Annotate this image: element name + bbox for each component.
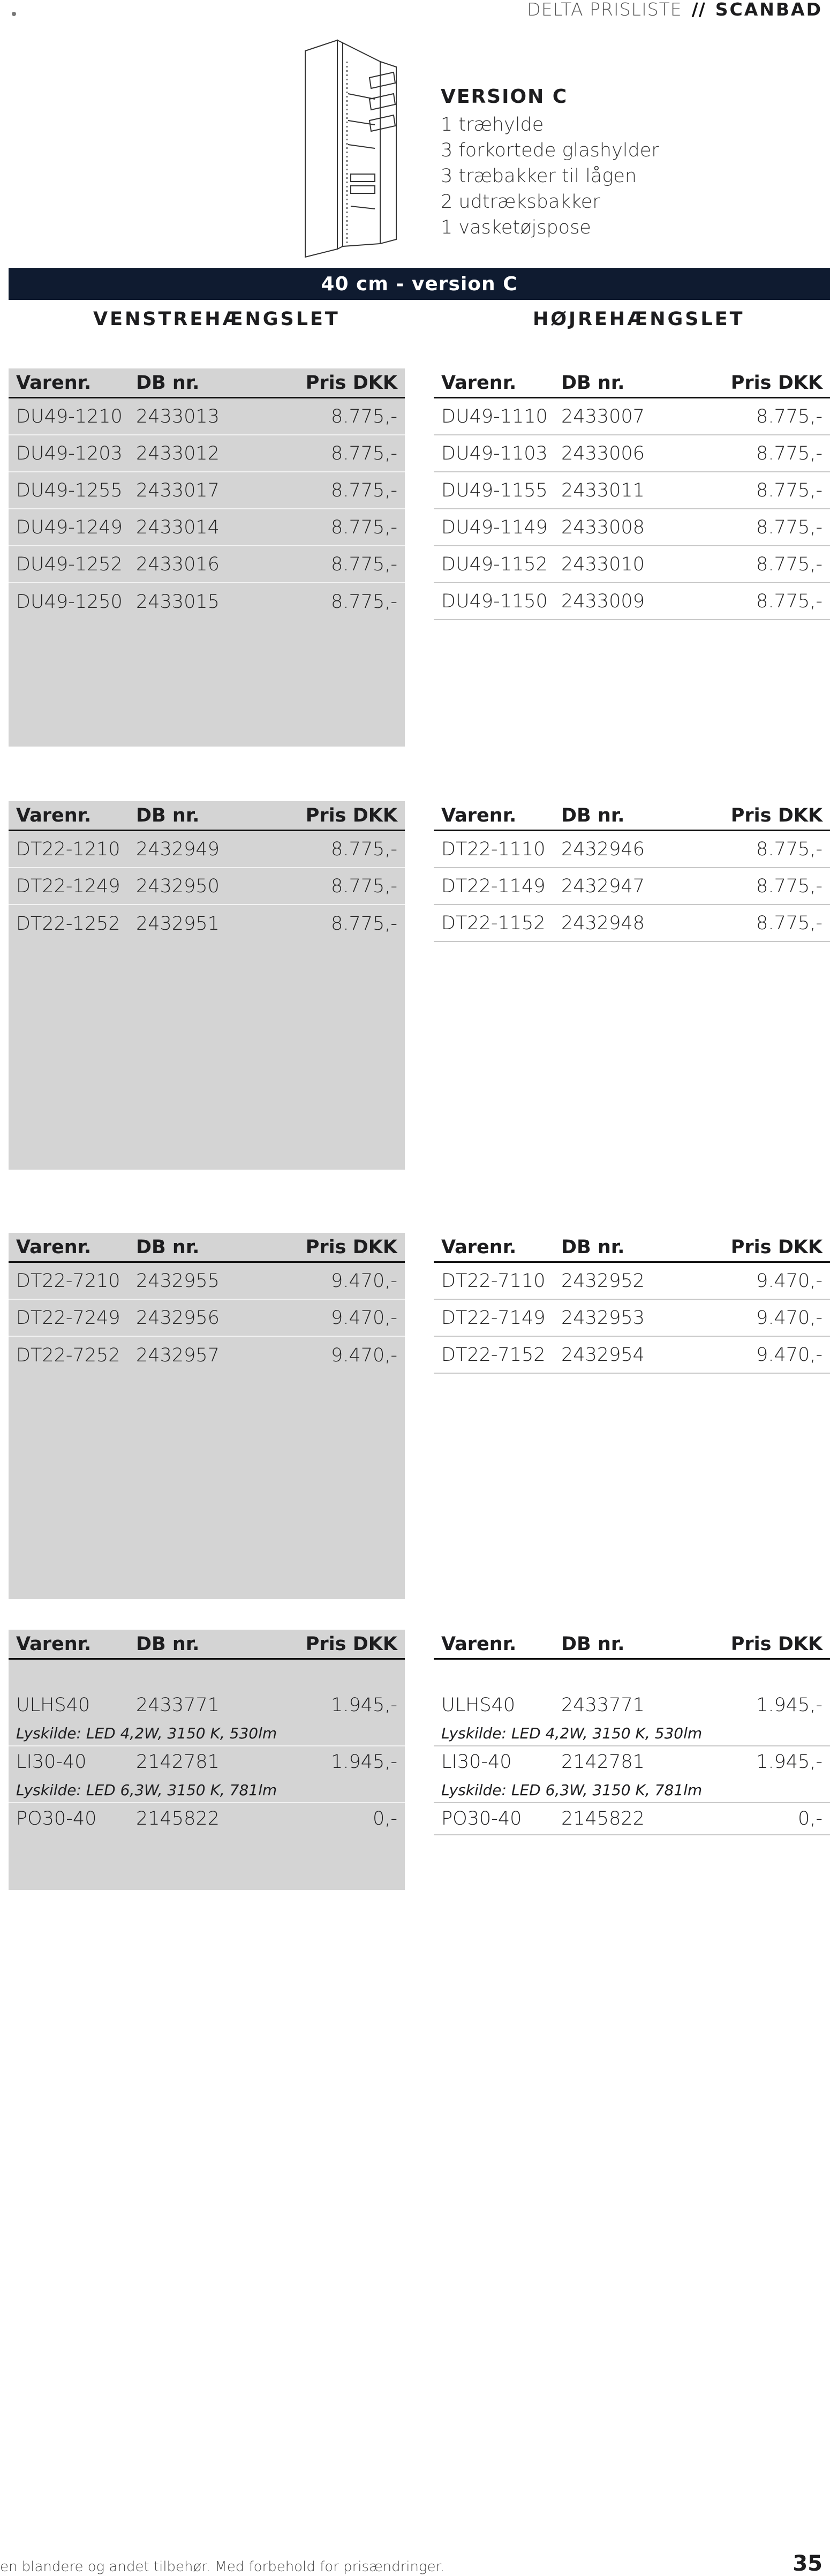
table-header	[9, 801, 405, 831]
table-row	[9, 1300, 405, 1337]
version-feature: 1 træhylde	[441, 114, 544, 135]
item-number: DU49-1152	[441, 553, 548, 575]
db-number: 2433013	[136, 405, 220, 427]
table-header	[434, 368, 830, 398]
column-db-header: DB nr.	[561, 1236, 625, 1258]
light-source-note: Lyskilde: LED 6,3W, 3150 K, 781lm	[441, 1781, 703, 1799]
item-number: ULHS40	[441, 1694, 516, 1716]
accessory-row	[9, 1660, 405, 1746]
table-header	[9, 368, 405, 398]
db-number: 2145822	[136, 1808, 220, 1829]
price: 9.470,-	[756, 1270, 823, 1292]
table-row	[434, 472, 830, 509]
cabinet-illustration	[300, 29, 428, 260]
table-row	[434, 398, 830, 435]
light-source-note: Lyskilde: LED 4,2W, 3150 K, 530lm	[16, 1724, 277, 1742]
table-row	[9, 472, 405, 509]
price: 8.775,-	[331, 838, 397, 860]
item-number: DT22-1152	[441, 912, 546, 934]
column-item-header: Varenr.	[16, 1633, 92, 1655]
db-number: 2432948	[561, 912, 645, 934]
table-row	[9, 831, 405, 868]
price: 8.775,-	[756, 838, 823, 860]
column-item-header: Varenr.	[16, 372, 92, 394]
item-number: DT22-1210	[16, 838, 120, 860]
item-number: DT22-1252	[16, 913, 120, 935]
accessory-line	[434, 1803, 830, 1834]
table-row	[434, 546, 830, 583]
db-number: 2433017	[136, 479, 220, 501]
item-number: DU49-1150	[441, 590, 548, 612]
accessory-line	[9, 1803, 405, 1834]
item-number: DT22-1249	[16, 875, 120, 897]
table-row	[9, 583, 405, 620]
price: 1.945,-	[756, 1751, 823, 1773]
version-feature: 2 udtræksbakker	[441, 191, 600, 213]
column-db-header: DB nr.	[561, 1633, 625, 1655]
price: 9.470,-	[756, 1344, 823, 1366]
db-number: 2432952	[561, 1270, 645, 1292]
column-item-header: Varenr.	[441, 804, 517, 826]
item-number: DU49-1110	[441, 405, 548, 427]
table-row	[9, 398, 405, 435]
item-number: DT22-7110	[441, 1270, 546, 1292]
version-title: VERSION C	[441, 86, 568, 108]
db-number: 2433009	[561, 590, 645, 612]
brand-name: SCANBAD	[715, 0, 823, 20]
table-header	[9, 1233, 405, 1263]
db-number: 2433012	[136, 442, 220, 464]
db-number: 2433016	[136, 553, 220, 575]
price: 9.470,-	[331, 1270, 397, 1292]
table-header	[434, 1233, 830, 1263]
table-header	[434, 801, 830, 831]
db-number: 2433014	[136, 516, 220, 538]
column-price-header: Pris DKK	[305, 804, 397, 826]
price: 8.775,-	[756, 553, 823, 575]
item-number: DU49-1149	[441, 516, 548, 538]
price-list-title: DELTA PRISLISTE	[527, 0, 682, 20]
db-number: 2433771	[136, 1694, 220, 1716]
column-db-header: DB nr.	[561, 372, 625, 394]
item-number: DU49-1203	[16, 442, 123, 464]
column-price-header: Pris DKK	[305, 372, 397, 394]
item-number: DT22-7249	[16, 1307, 120, 1329]
item-number: DU49-1252	[16, 553, 123, 575]
table-row	[9, 1337, 405, 1374]
table-row	[434, 831, 830, 868]
price: 8.775,-	[756, 405, 823, 427]
version-feature: 3 træbakker til lågen	[441, 165, 637, 187]
column-item-header: Varenr.	[441, 1633, 517, 1655]
table-row	[9, 435, 405, 472]
db-number: 2433008	[561, 516, 645, 538]
left-hinge-heading: VENSTREHÆNGSLET	[93, 308, 340, 330]
column-db-header: DB nr.	[136, 372, 200, 394]
corner-dot	[12, 12, 16, 16]
item-number: DT22-1149	[441, 875, 546, 897]
table-row	[9, 1263, 405, 1300]
column-item-header: Varenr.	[16, 804, 92, 826]
price: 8.775,-	[331, 875, 397, 897]
right-price-table	[434, 368, 830, 620]
version-description	[441, 86, 659, 240]
db-number: 2432956	[136, 1307, 220, 1329]
db-number: 2432955	[136, 1270, 220, 1292]
footer-note: en blandere og andet tilbehør. Med forbehold for prisændringer.	[0, 2559, 445, 2575]
db-number: 2142781	[561, 1751, 645, 1773]
page-header	[527, 0, 823, 18]
price: 8.775,-	[331, 913, 397, 935]
item-number: DT22-1110	[441, 838, 546, 860]
item-number: LI30-40	[441, 1751, 512, 1773]
db-number: 2432951	[136, 913, 220, 935]
header-separator: //	[691, 0, 706, 20]
db-number: 2432946	[561, 838, 645, 860]
page-number: 35	[793, 2551, 823, 2576]
item-number: DT22-7149	[441, 1307, 546, 1329]
db-number: 2433771	[561, 1694, 645, 1716]
right-accessory-table	[434, 1630, 830, 1835]
accessory-line	[434, 1690, 830, 1721]
db-number: 2432954	[561, 1344, 645, 1366]
item-number: DU49-1103	[441, 442, 548, 464]
price: 8.775,-	[331, 516, 397, 538]
db-number: 2432957	[136, 1344, 220, 1366]
price: 9.470,-	[756, 1307, 823, 1329]
accessory-line	[434, 1746, 830, 1777]
section-banner: 40 cm - version C	[9, 268, 830, 300]
price: 8.775,-	[756, 516, 823, 538]
column-price-header: Pris DKK	[730, 372, 823, 394]
accessory-row	[9, 1746, 405, 1803]
item-number: DT22-7252	[16, 1344, 120, 1366]
price: 8.775,-	[756, 875, 823, 897]
accessory-row	[434, 1803, 830, 1835]
price: 0,-	[372, 1808, 397, 1829]
item-number: ULHS40	[16, 1694, 90, 1716]
accessory-line	[9, 1690, 405, 1721]
column-db-header: DB nr.	[136, 1633, 200, 1655]
price: 8.775,-	[331, 479, 397, 501]
price: 9.470,-	[331, 1307, 397, 1329]
right-price-table	[434, 1233, 830, 1374]
table-row	[434, 435, 830, 472]
db-number: 2432950	[136, 875, 220, 897]
column-price-header: Pris DKK	[730, 1633, 823, 1655]
table-header	[434, 1630, 830, 1660]
table-row	[434, 1263, 830, 1300]
column-price-header: Pris DKK	[305, 1633, 397, 1655]
price: 1.945,-	[756, 1694, 823, 1716]
table-row	[9, 905, 405, 942]
price: 1.945,-	[331, 1751, 397, 1773]
item-number: LI30-40	[16, 1751, 87, 1773]
table-row	[434, 509, 830, 546]
table-row	[434, 583, 830, 620]
column-db-header: DB nr.	[136, 804, 200, 826]
accessory-row	[434, 1660, 830, 1746]
left-price-table	[9, 801, 405, 1170]
table-row	[9, 509, 405, 546]
price: 8.775,-	[331, 405, 397, 427]
table-row	[434, 868, 830, 905]
column-item-header: Varenr.	[441, 372, 517, 394]
item-number: DU49-1250	[16, 591, 123, 613]
item-number: PO30-40	[441, 1808, 522, 1829]
db-number: 2433010	[561, 553, 645, 575]
accessory-line	[9, 1746, 405, 1777]
price: 8.775,-	[756, 590, 823, 612]
price: 8.775,-	[331, 442, 397, 464]
db-number: 2433007	[561, 405, 645, 427]
price: 8.775,-	[756, 479, 823, 501]
item-number: PO30-40	[16, 1808, 97, 1829]
price: 0,-	[797, 1808, 823, 1829]
left-price-table	[9, 1233, 405, 1599]
price: 1.945,-	[331, 1694, 397, 1716]
column-price-header: Pris DKK	[730, 1236, 823, 1258]
db-number: 2432949	[136, 838, 220, 860]
db-number: 2142781	[136, 1751, 220, 1773]
table-header	[9, 1630, 405, 1660]
table-row	[9, 546, 405, 583]
column-item-header: Varenr.	[441, 1236, 517, 1258]
db-number: 2433011	[561, 479, 645, 501]
item-number: DT22-7210	[16, 1270, 120, 1292]
column-price-header: Pris DKK	[305, 1236, 397, 1258]
table-row	[434, 1337, 830, 1374]
left-accessory-table	[9, 1630, 405, 1890]
db-number: 2432953	[561, 1307, 645, 1329]
right-price-table	[434, 801, 830, 942]
db-number: 2433015	[136, 591, 220, 613]
price: 8.775,-	[756, 912, 823, 934]
price: 8.775,-	[756, 442, 823, 464]
accessory-row	[9, 1803, 405, 1834]
item-number: DT22-7152	[441, 1344, 546, 1366]
right-hinge-heading: HØJREHÆNGSLET	[533, 308, 745, 330]
version-feature: 1 vasketøjspose	[441, 217, 591, 238]
item-number: DU49-1155	[441, 479, 548, 501]
db-number: 2145822	[561, 1808, 645, 1829]
left-price-table	[9, 368, 405, 747]
table-row	[434, 1300, 830, 1337]
table-row	[9, 868, 405, 905]
item-number: DU49-1249	[16, 516, 123, 538]
db-number: 2433006	[561, 442, 645, 464]
column-item-header: Varenr.	[16, 1236, 92, 1258]
item-number: DU49-1210	[16, 405, 123, 427]
price: 9.470,-	[331, 1344, 397, 1366]
table-row	[434, 905, 830, 942]
column-db-header: DB nr.	[136, 1236, 200, 1258]
column-db-header: DB nr.	[561, 804, 625, 826]
price: 8.775,-	[331, 553, 397, 575]
accessory-row	[434, 1746, 830, 1803]
version-feature: 3 forkortede glashylder	[441, 140, 659, 161]
db-number: 2432947	[561, 875, 645, 897]
column-price-header: Pris DKK	[730, 804, 823, 826]
price: 8.775,-	[331, 591, 397, 613]
light-source-note: Lyskilde: LED 6,3W, 3150 K, 781lm	[16, 1781, 277, 1799]
light-source-note: Lyskilde: LED 4,2W, 3150 K, 530lm	[441, 1724, 703, 1742]
item-number: DU49-1255	[16, 479, 123, 501]
